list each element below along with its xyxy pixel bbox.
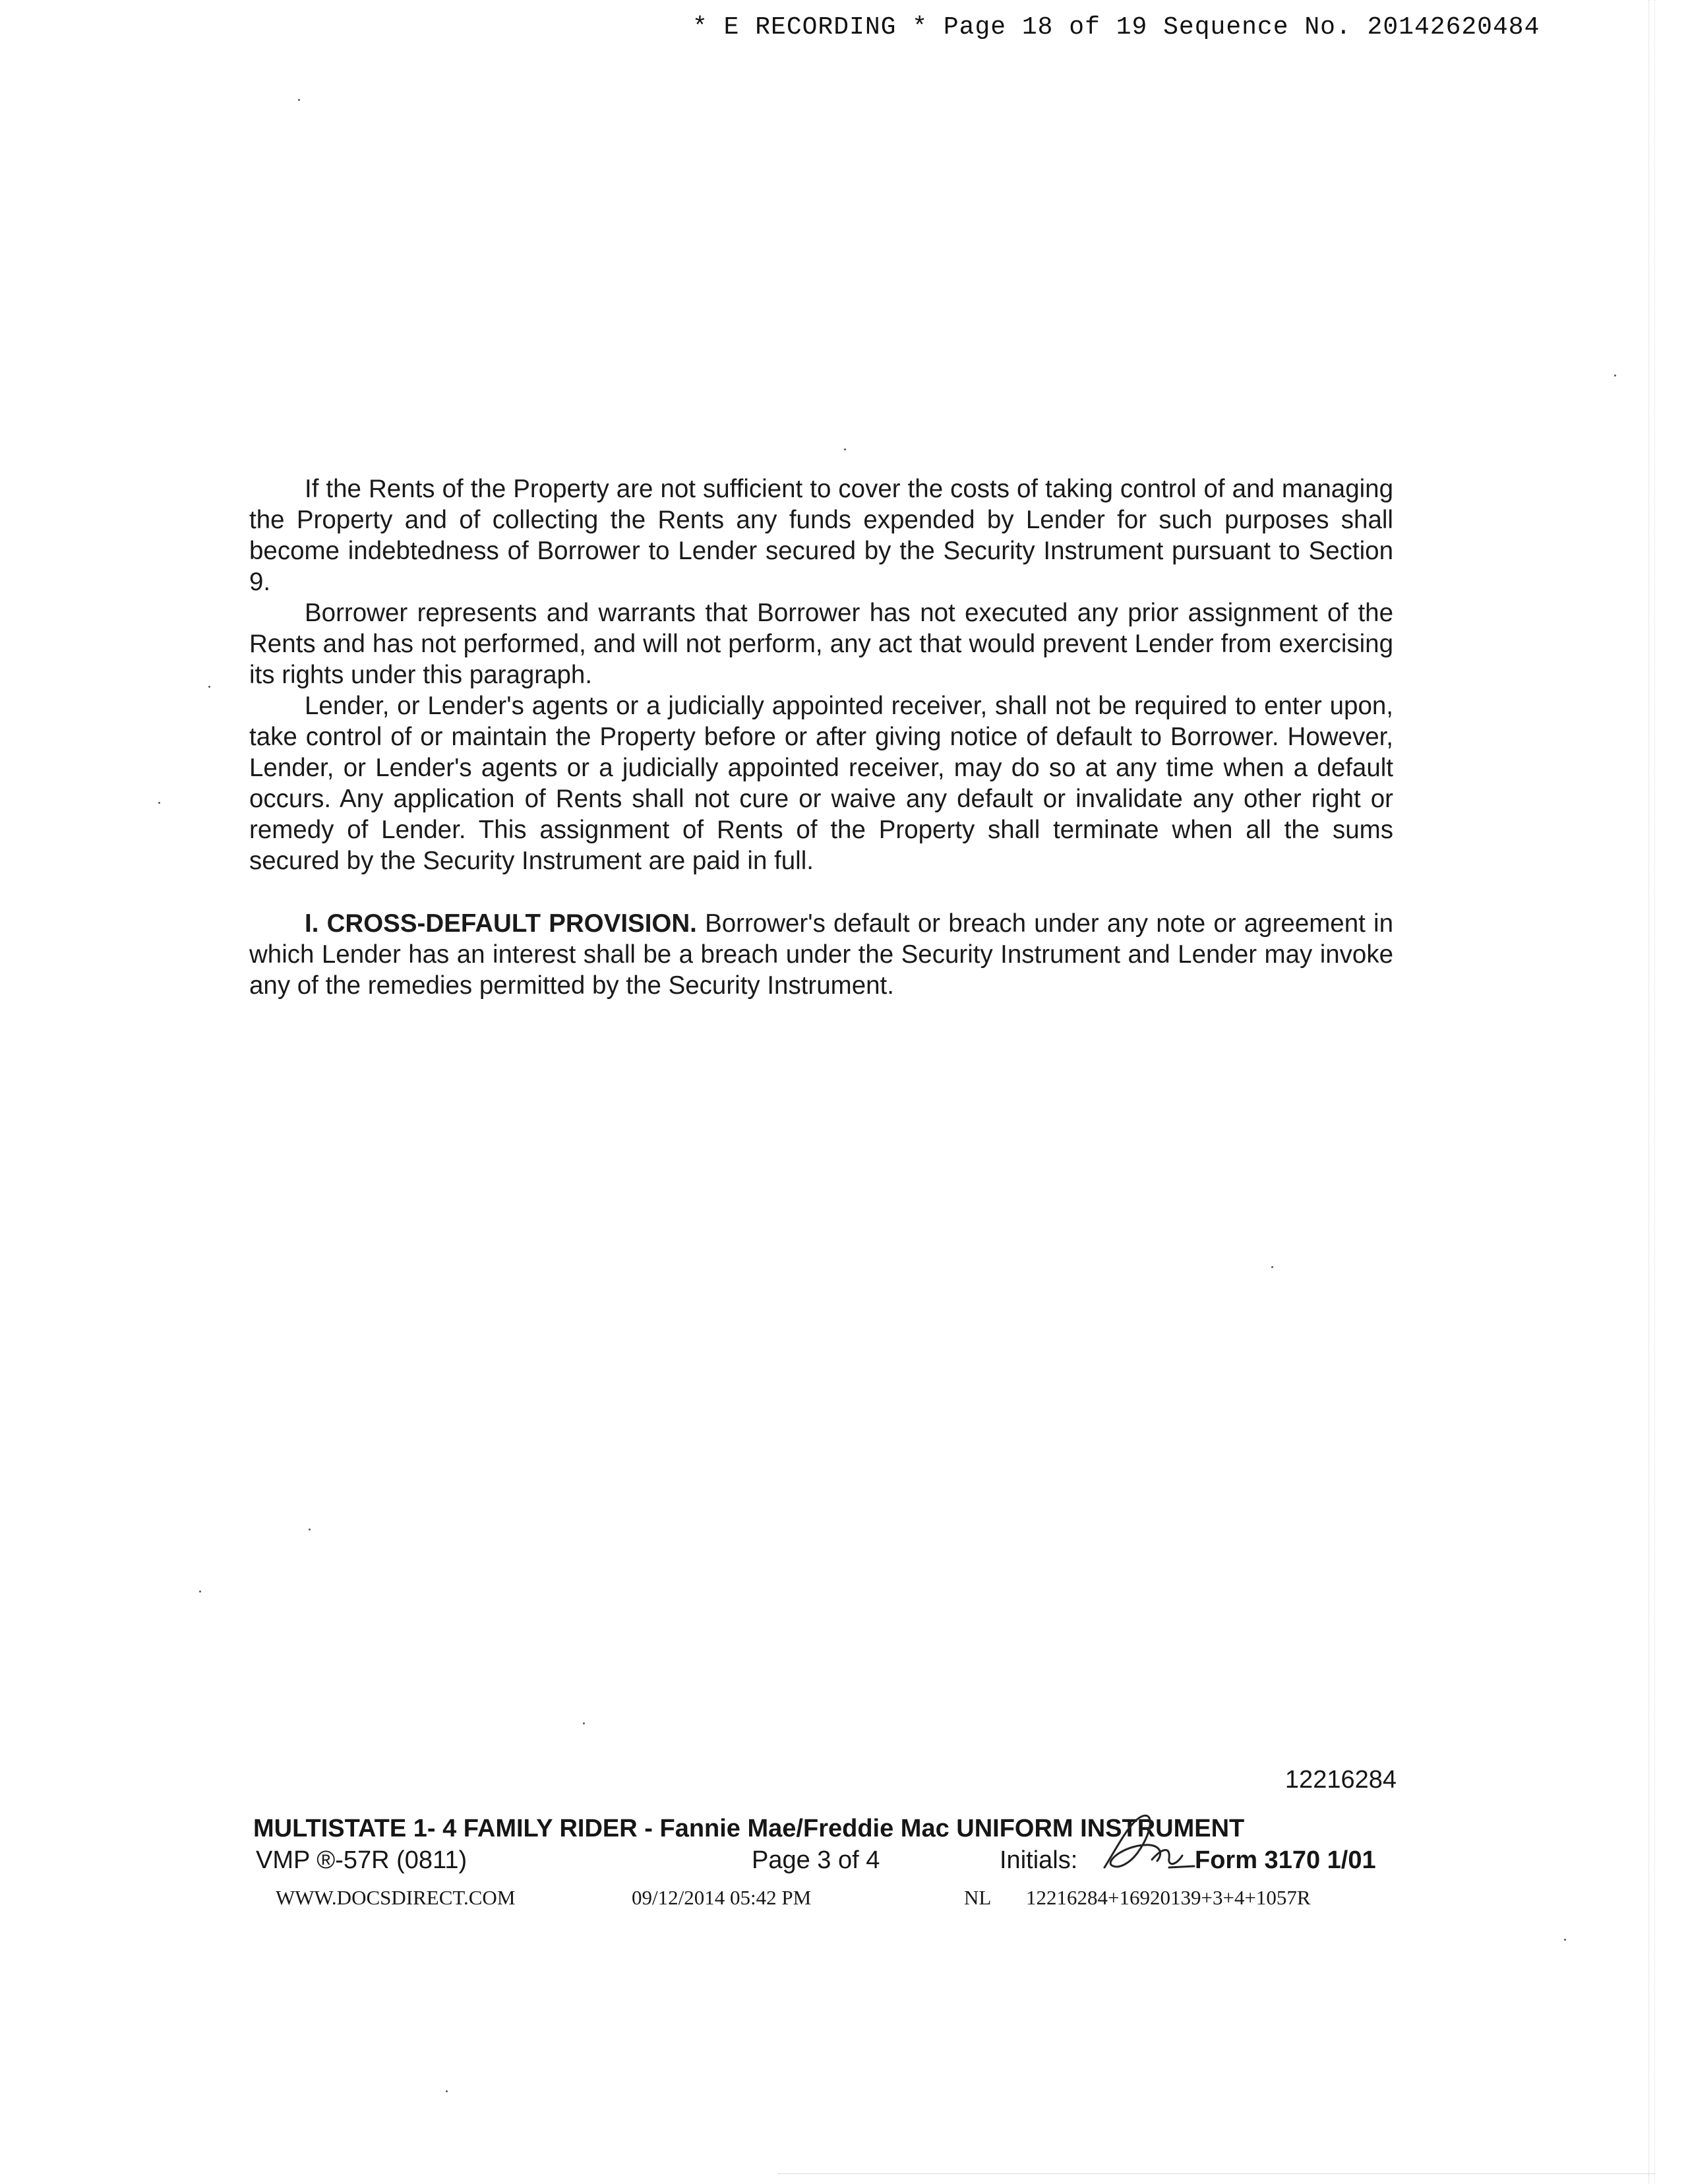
recording-header: * E RECORDING * Page 18 of 19 Sequence No. 20142620484 [692,13,1540,42]
initials-label: Initials: [1000,1846,1078,1874]
scan-speck [1271,1266,1273,1268]
reference-code: 12216284+16920139+3+4+1057R [1026,1886,1311,1909]
scan-speck [1564,1939,1566,1941]
scan-speck [1614,375,1616,377]
scan-speck [158,802,160,804]
vmp-code: VMP ®-57R (0811) [256,1846,467,1874]
scan-speck [844,448,846,450]
document-number: 12216284 [1284,1766,1397,1794]
page-info: Page 3 of 4 [752,1846,880,1874]
form-number: Form 3170 1/01 [1195,1846,1376,1874]
initials-signature [1091,1807,1197,1879]
section-cross-default [249,908,1393,1001]
scan-speck [309,1529,311,1531]
scan-edge-lines [1648,0,1655,2184]
document-body [249,473,1393,1001]
form-title: MULTISTATE 1- 4 FAMILY RIDER - Fannie Mae/Freddie Mac UNIFORM INSTRUMENT [253,1815,1245,1842]
section-text-cross-default: Borrower's default or breach under any note or agreement in which Lender has an interest shall be a breach under the Security Instrument and Lender may invoke any of the remedies permitted by the Security Instrument. [249,909,1394,1000]
section-heading-cross-default: I. CROSS-DEFAULT PROVISION. [305,909,697,938]
preparer-initials: NL [964,1886,992,1909]
paragraph-borrower-warranty: Borrower represents and warrants that Borrower has not executed any prior assignment of the Rents and has not performed, and will not perform, any act that would prevent Lender from exercising its rights under this paragraph. [249,599,1393,689]
timestamp: 09/12/2014 05:42 PM [632,1886,812,1909]
scan-speck [208,686,210,688]
scan-speck [298,99,300,101]
paragraph-rents-insufficient: If the Rents of the Property are not sufficient to cover the costs of taking control of and managing the Property and of collecting the Rents any funds expended by Lender for such purposes shall become indebtedness of Borrower to Lender secured by the Security Instrument pursuant to Section 9. [249,475,1393,596]
website: WWW.DOCSDIRECT.COM [276,1886,516,1909]
paragraph-lender-receiver: Lender, or Lender's agents or a judicially appointed receiver, shall not be required to enter upon, take control of or maintain the Property before or after giving notice of default to Borrower. However, Lender, or Lender's agents or a judicially appointed receiver, may do so at any time when a default occurs. Any application of Rents shall not cure or waive any default or invalidate any other right or remedy of Lender. This assignment of Rents of the Property shall terminate when all the sums secured by the Security Instrument are paid in full. [249,692,1393,875]
scan-bottom-line [778,2173,1655,2174]
scan-speck [583,1722,585,1724]
scan-speck [199,1591,201,1592]
scan-speck [446,2090,448,2092]
